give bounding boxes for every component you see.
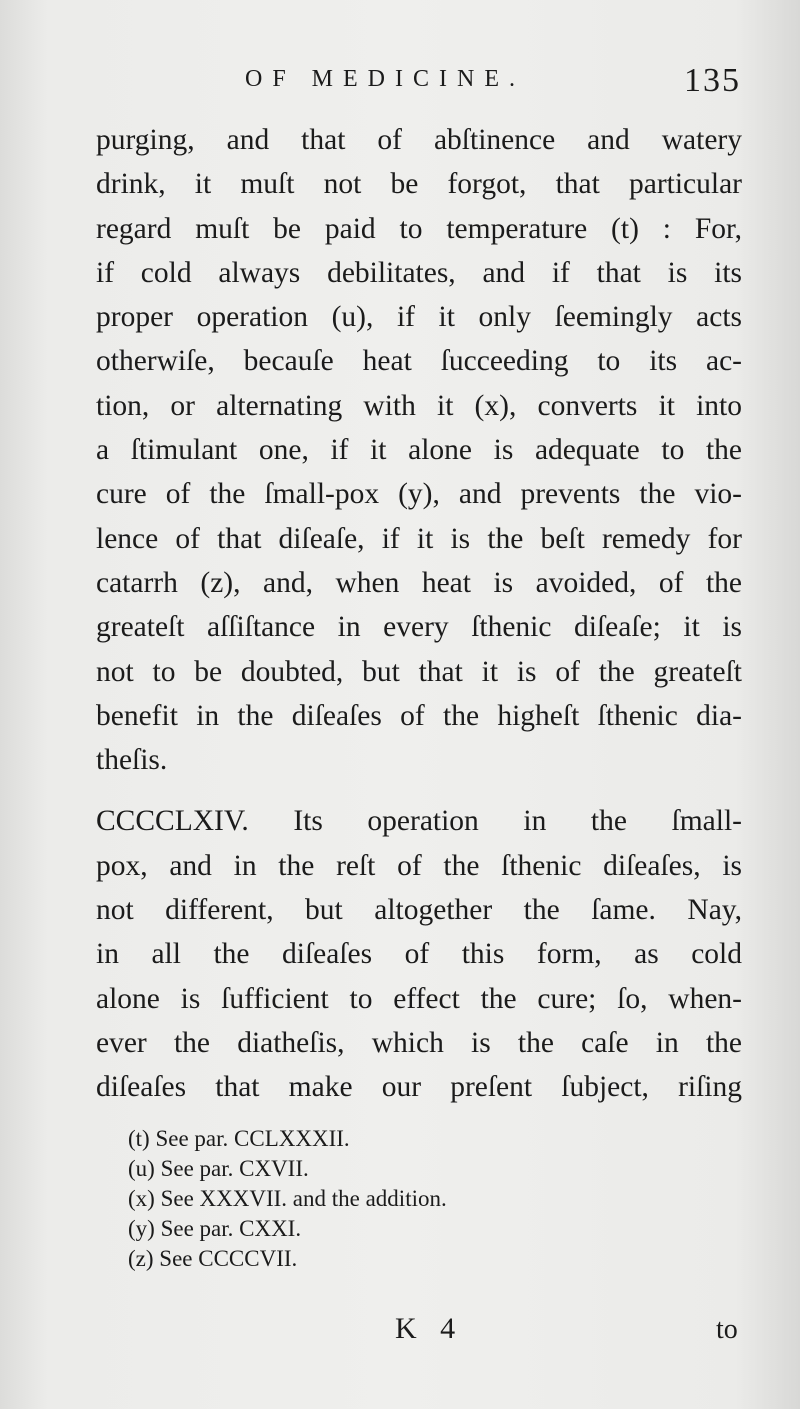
footnote: (z) See CCCCVII. <box>128 1246 298 1271</box>
text-line: proper operation (u), if it only ſeemingly acts <box>96 301 742 334</box>
footnotes <box>128 1124 628 1274</box>
body-text <box>96 118 742 1110</box>
text-line: tion, or alternating with it (x), converts it into <box>96 389 742 422</box>
text-line: lence of that diſeaſe, if it is the beſt remedy for <box>96 522 742 555</box>
text-line: diſeaſes that make our preſent ſubject, riſing <box>96 1071 742 1104</box>
paragraph-2 <box>96 799 742 1109</box>
text-line: regard muſt be paid to temperature (t) : For, <box>96 212 742 245</box>
text-line: not different, but altogether the ſame. Nay, <box>96 894 742 927</box>
text-line: greateſt aſſiſtance in every ſthenic diſeaſe; it is <box>96 611 742 644</box>
text-line: if cold always debilitates, and if that is its <box>96 256 742 289</box>
text-line: pox, and in the reſt of the ſthenic diſeaſes, is <box>96 849 742 882</box>
catchword: to <box>716 1314 738 1345</box>
footnote: (x) See XXXVII. and the addition. <box>128 1186 447 1211</box>
footnote: (t) See par. CCLXXXII. <box>128 1126 350 1151</box>
text-line: alone is ſufficient to effect the cure; ſo, when- <box>96 982 742 1015</box>
page-header <box>0 62 800 102</box>
text-line: not to be doubted, but that it is of the greateſt <box>96 655 742 688</box>
text-line: catarrh (z), and, when heat is avoided, of the <box>96 566 742 599</box>
text-line: drink, it muſt not be forgot, that particular <box>96 168 742 201</box>
text-line: benefit in the diſeaſes of the higheſt ſthenic dia- <box>96 699 742 732</box>
page-number: 135 <box>684 62 741 99</box>
signature-mark: K 4 <box>395 1312 464 1345</box>
running-head: OF MEDICINE. <box>245 66 525 92</box>
text-line: ever the diatheſis, which is the caſe in the <box>96 1026 742 1059</box>
text-line: a ſtimulant one, if it alone is adequate to the <box>96 434 742 467</box>
text-line: purging, and that of abſtinence and watery <box>96 124 742 156</box>
text-line: in all the diſeaſes of this form, as cold <box>96 938 742 971</box>
paragraph-1 <box>96 118 742 782</box>
text-line: cure of the ſmall-pox (y), and prevents the vio- <box>96 478 742 511</box>
footnote: (y) See par. CXXI. <box>128 1216 302 1241</box>
footnote: (u) See par. CXVII. <box>128 1156 309 1181</box>
text-line: CCCCLXIV. Its operation in the ſmall- <box>96 805 742 838</box>
text-line: otherwiſe, becauſe heat ſucceeding to its ac- <box>96 345 742 378</box>
text-line: theſis. <box>96 744 168 777</box>
